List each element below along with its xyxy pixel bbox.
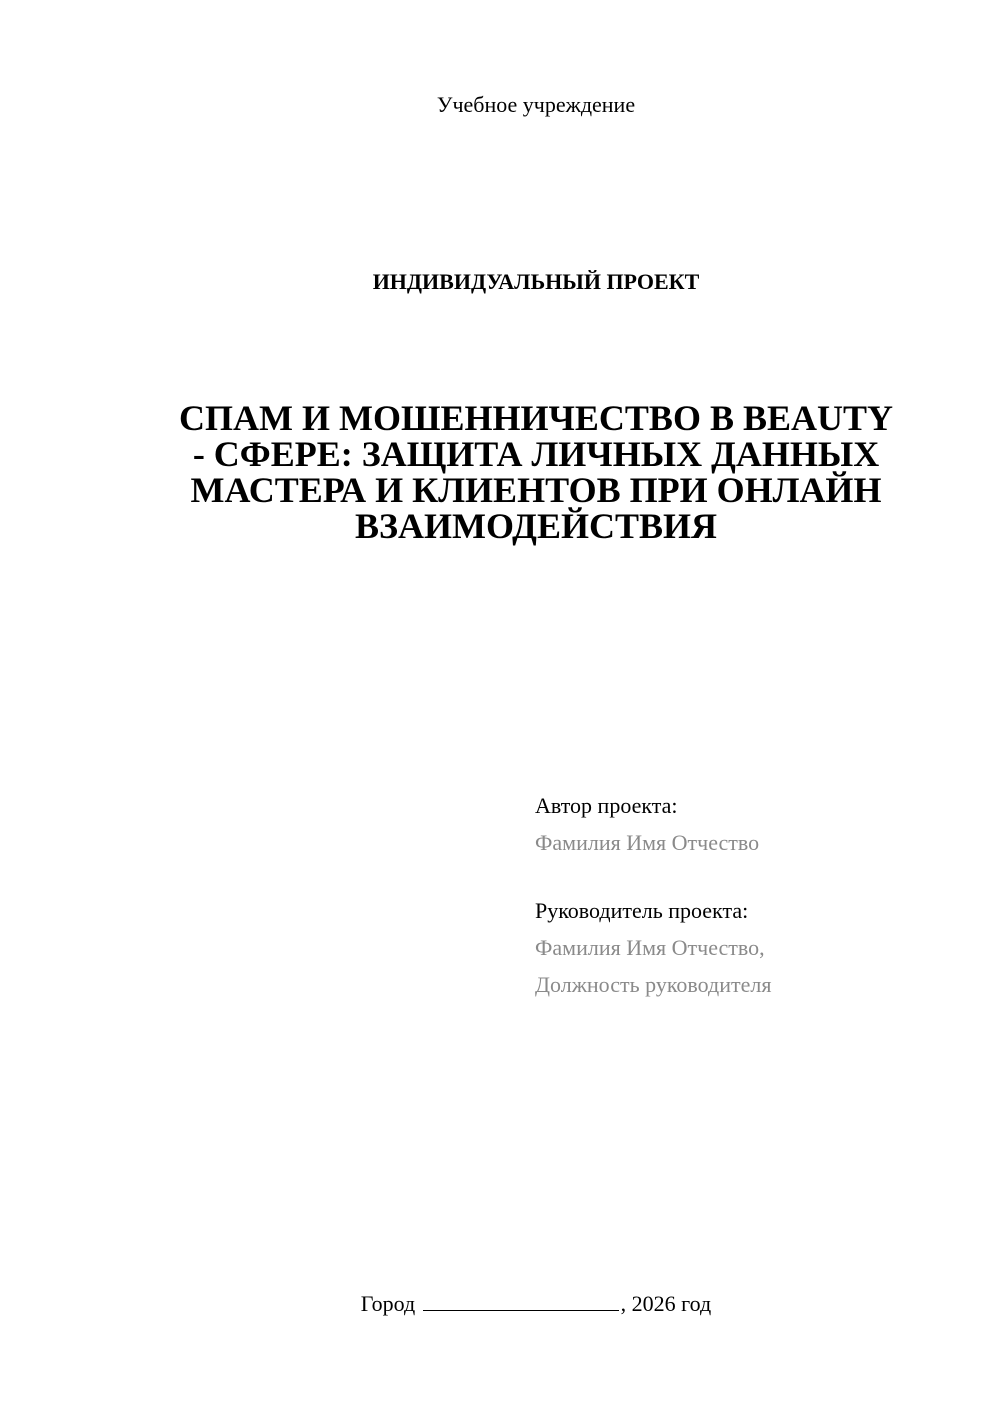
title-line: ВЗАИМОДЕЙСТВИЯ — [354, 506, 717, 546]
document-title — [150, 400, 922, 544]
author-block — [535, 787, 759, 861]
city-label: Город — [360, 1291, 416, 1316]
institution-name: Учебное учреждение — [436, 92, 636, 117]
supervisor-block — [535, 892, 771, 1003]
author-label: Автор проекта: — [535, 793, 678, 818]
title-line: МАСТЕРА И КЛИЕНТОВ ПРИ ОНЛАЙН — [190, 470, 882, 510]
year-label: , 2026 год — [620, 1291, 712, 1316]
author-name: Фамилия Имя Отчество — [535, 830, 760, 855]
supervisor-name: Фамилия Имя Отчество, — [535, 935, 765, 960]
document-type: ИНДИВИДУАЛЬНЫЙ ПРОЕКТ — [372, 269, 700, 294]
supervisor-label: Руководитель проекта: — [535, 898, 749, 923]
footer-city-year — [0, 1290, 1000, 1317]
title-line: СПАМ И МОШЕННИЧЕСТВО В BEAUTY — [178, 398, 893, 438]
city-blank-line — [423, 1290, 619, 1311]
supervisor-position: Должность руководителя — [535, 972, 772, 997]
title-line: - СФЕРЕ: ЗАЩИТА ЛИЧНЫХ ДАННЫХ — [192, 434, 880, 474]
